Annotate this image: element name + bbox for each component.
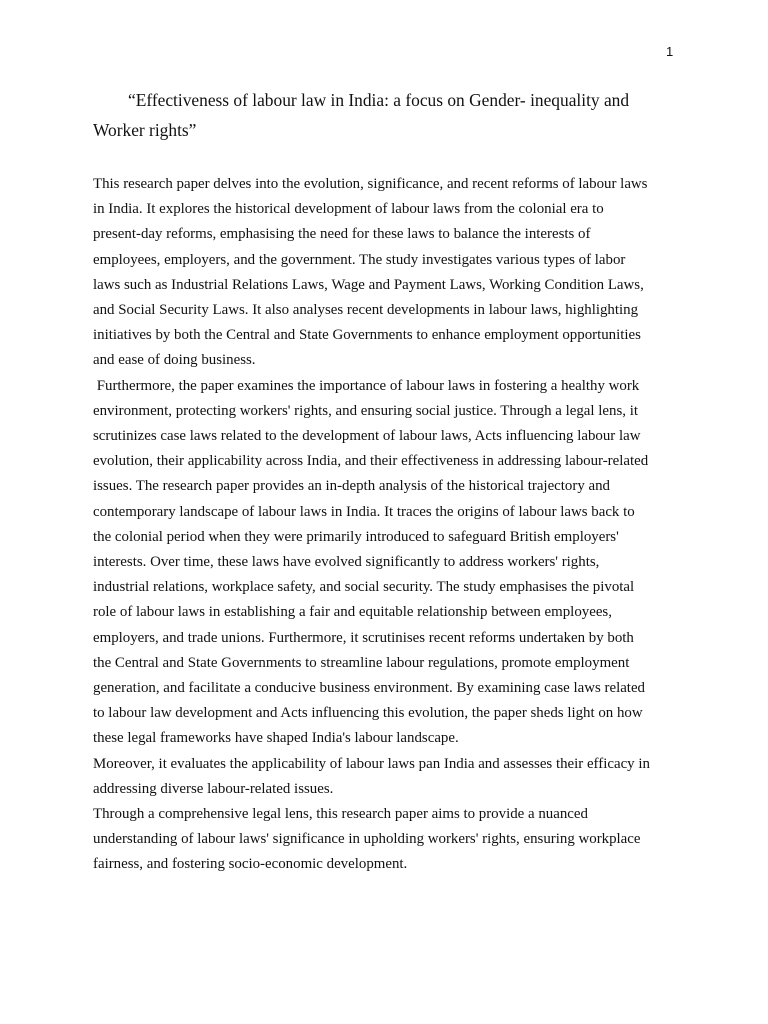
body-line: these legal frameworks have shaped India's labour landscape.: [93, 730, 459, 747]
title-line-2: Worker rights”: [93, 120, 197, 140]
body-line: laws such as Industrial Relations Laws, Wage and Payment Laws, Working Condition Laws,: [93, 276, 644, 293]
body-line: the Central and State Governments to streamline labour regulations, promote employment: [93, 654, 630, 671]
body-line: issues. The research paper provides an in-depth analysis of the historical trajectory and: [93, 478, 610, 495]
body-line: initiatives by both the Central and State Governments to enhance employment opportunities: [93, 327, 641, 344]
body-line: role of labour laws in establishing a fair and equitable relationship between employees,: [93, 604, 612, 621]
paper-title: [93, 85, 663, 145]
body-line: scrutinizes case laws related to the development of labour laws, Acts influencing labour law: [93, 428, 641, 445]
body-line: environment, protecting workers' rights, and ensuring social justice. Through a legal lens, it: [93, 402, 638, 419]
body-line: This research paper delves into the evolution, significance, and recent reforms of labour laws: [93, 176, 648, 192]
page-number: 1: [666, 44, 674, 59]
body-line: contemporary landscape of labour laws in India. It traces the origins of labour laws back to: [93, 503, 635, 520]
body-line: addressing diverse labour-related issues.: [93, 780, 334, 797]
body-line: and ease of doing business.: [93, 352, 256, 369]
title-line-1: [93, 85, 663, 115]
body-line: evolution, their applicability across India, and their effectiveness in addressing labour-related: [93, 453, 649, 470]
body-line: the colonial period when they were primarily introduced to safeguard British employers': [93, 528, 619, 545]
body-line: interests. Over time, these laws have evolved significantly to address workers' rights,: [93, 554, 600, 571]
body-line: to labour law development and Acts influencing this evolution, the paper sheds light on how: [93, 705, 643, 722]
body-line: industrial relations, workplace safety, and social security. The study emphasises the pivotal: [93, 579, 635, 596]
body-line: employees, employers, and the government. The study investigates various types of labor: [93, 251, 626, 268]
body-line: understanding of labour laws' significance in upholding workers' rights, ensuring workplace: [93, 831, 641, 848]
body-line: Moreover, it evaluates the applicability of labour laws pan India and assesses their efficacy in: [93, 755, 650, 772]
body-line: generation, and facilitate a conducive business environment. By examining case laws related: [93, 680, 646, 697]
title-line-1-text: “Effectiveness of labour law in India: a focus on Gender- inequality and: [128, 90, 630, 110]
body-line: Furthermore, the paper examines the importance of labour laws in fostering a healthy work: [93, 377, 640, 394]
body-line: Through a comprehensive legal lens, this research paper aims to provide a nuanced: [93, 806, 588, 823]
body-line: present-day reforms, emphasising the need for these laws to balance the interests of: [93, 226, 591, 243]
body-line: employers, and trade unions. Furthermore, it scrutinises recent reforms undertaken by both: [93, 629, 634, 646]
body-line: in India. It explores the historical development of labour laws from the colonial era to: [93, 201, 604, 218]
abstract-body: [93, 172, 693, 878]
body-line: and Social Security Laws. It also analyses recent developments in labour laws, highlighting: [93, 302, 639, 319]
body-line: fairness, and fostering socio-economic development.: [93, 856, 408, 873]
